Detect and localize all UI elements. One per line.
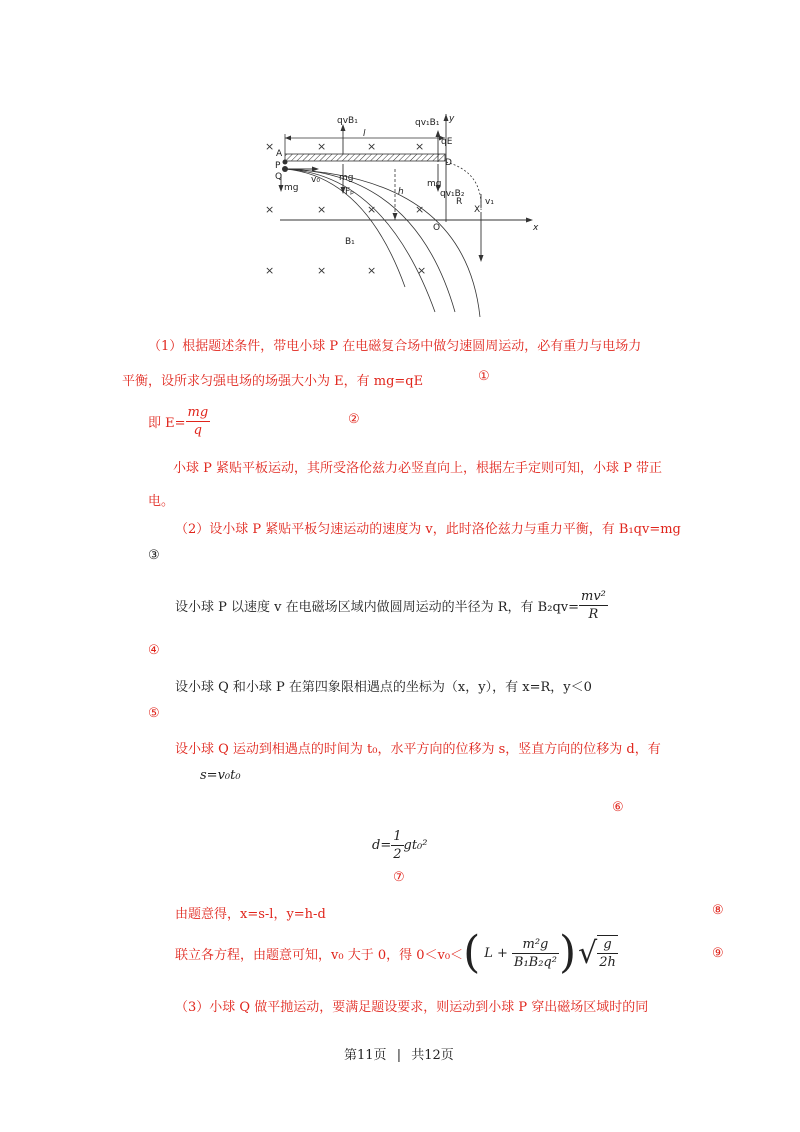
formula-d xyxy=(372,828,427,863)
footer-page-number: 第11页 xyxy=(344,1048,387,1063)
para-1-line-1: （1）根据题述条件，带电小球 P 在电磁复合场中做匀速圆周运动，必有重力与电场力 xyxy=(148,339,642,354)
formula-d-suffix: gt₀² xyxy=(403,838,428,853)
para-1-line-2: 平衡，设所求匀强电场的场强大小为 E，有 mg=qE xyxy=(122,374,424,389)
label-length: l xyxy=(363,129,366,139)
label-fp: Fₚ xyxy=(345,187,355,197)
label-r: R xyxy=(456,197,463,207)
field-cross: × xyxy=(265,264,275,277)
formula-e-num: mg xyxy=(187,405,209,420)
label-qvb2: qv₁B₂ xyxy=(440,189,465,199)
circled-2: ② xyxy=(348,412,360,427)
circled-9: ⑨ xyxy=(712,946,724,961)
field-cross: × xyxy=(317,140,327,153)
para-2-line-1: （2）设小球 P 紧贴平板匀速运动的速度为 v，此时洛伦兹力与重力平衡，有 B₁qv=mg xyxy=(175,522,681,537)
label-point-d: D xyxy=(445,158,452,168)
label-force-top-right: qv₁B₁ xyxy=(415,118,440,128)
formula-sqrt-den: 2h xyxy=(599,955,616,970)
label-h: h xyxy=(398,187,404,197)
label-b1: B₁ xyxy=(345,237,355,247)
formula-b2-den: R xyxy=(588,607,599,622)
formula-b2-fraction xyxy=(579,588,608,623)
label-mg-q: mg xyxy=(284,183,299,193)
para-1-line-5: 电。 xyxy=(148,494,175,509)
circled-5: ⑤ xyxy=(148,706,160,721)
formula-d-den: 2 xyxy=(393,847,402,862)
label-axis-x: x xyxy=(533,223,539,233)
right-paren: ) xyxy=(558,927,577,978)
formula-sqrt-num: g xyxy=(597,936,618,954)
circled-8: ⑧ xyxy=(712,903,724,918)
physics-diagram xyxy=(255,112,550,322)
formula-e-den: q xyxy=(193,423,202,438)
formula-e-fraction xyxy=(186,404,211,439)
para-2-line-4: 设小球 Q 运动到相遇点的时间为 t₀，水平方向的位移为 s，竖直方向的位移为 d，有 xyxy=(175,742,661,757)
formula-d-prefix: d= xyxy=(372,838,392,853)
field-cross: × xyxy=(317,264,327,277)
footer-total-pages: 共12页 xyxy=(411,1048,454,1063)
label-axis-y: y xyxy=(449,114,455,124)
label-x-mark: X xyxy=(474,205,481,215)
circled-3: ③ xyxy=(148,548,160,563)
label-point-a: A xyxy=(276,149,283,159)
field-cross: × xyxy=(417,264,427,277)
formula-v0-num: m²g xyxy=(512,936,559,954)
para-2-line-3: 设小球 Q 和小球 P 在第四象限相遇点的坐标为（x，y），有 x=R，y＜0 xyxy=(175,680,592,695)
formula-d-fraction xyxy=(391,828,403,863)
field-cross: × xyxy=(415,140,425,153)
para-3-line-1: （3）小球 Q 做平抛运动，要满足题设要求，则运动到小球 P 穿出磁场区域时的同 xyxy=(175,1000,649,1015)
formula-l: L + xyxy=(484,945,508,961)
formula-d-num: 1 xyxy=(393,829,402,844)
left-paren: ( xyxy=(463,927,481,978)
para-2-line-6 xyxy=(175,928,618,978)
footer-separator: | xyxy=(396,1048,402,1063)
label-v0: v₀ xyxy=(311,175,320,185)
circled-4: ④ xyxy=(148,643,160,658)
label-force-top-left: qvB₁ xyxy=(337,116,358,126)
field-cross: × xyxy=(367,264,377,277)
formula-s: s=v₀t₀ xyxy=(200,768,241,783)
formula-e xyxy=(148,404,210,439)
label-v1: v₁ xyxy=(485,197,494,207)
formula-v0-den: B₁B₂q² xyxy=(513,954,557,970)
para-1-line-4: 小球 P 紧贴平板运动，其所受洛伦兹力必竖直向上，根据左手定则可知，小球 P 带正 xyxy=(173,461,663,476)
formula-b2-num: mv² xyxy=(581,589,606,604)
formula-e-prefix: 即 E= xyxy=(148,416,186,431)
formula-v0-fraction xyxy=(512,936,559,971)
field-cross: × xyxy=(367,140,377,153)
label-mg-right: mg xyxy=(427,179,442,189)
formula-sqrt-fraction xyxy=(597,935,618,971)
label-point-q: Q xyxy=(275,172,283,182)
label-point-p: P xyxy=(275,161,281,171)
para-2-line-2 xyxy=(175,588,608,623)
label-mg-mid: mg xyxy=(339,173,354,183)
field-cross: × xyxy=(415,203,425,216)
field-cross: × xyxy=(265,203,275,216)
field-cross: × xyxy=(265,140,275,153)
circled-1: ① xyxy=(478,369,490,384)
para-2-line-2-prefix: 设小球 P 以速度 v 在电磁场区域内做圆周运动的半径为 R，有 B₂qv= xyxy=(175,600,579,615)
para-2-line-5: 由题意得，x=s-l，y=h-d xyxy=(175,907,326,922)
field-cross: × xyxy=(317,203,327,216)
sqrt-sign: √ xyxy=(578,935,598,971)
field-cross: × xyxy=(367,203,377,216)
label-origin: O xyxy=(433,223,441,233)
label-force-qe: qE xyxy=(441,137,453,147)
circled-7: ⑦ xyxy=(393,870,405,885)
para-2-line-6-prefix: 联立各方程，由题意可知，v₀ 大于 0，得 0＜v₀＜ xyxy=(175,947,464,963)
page-footer xyxy=(344,1044,454,1063)
circled-6: ⑥ xyxy=(612,800,624,815)
